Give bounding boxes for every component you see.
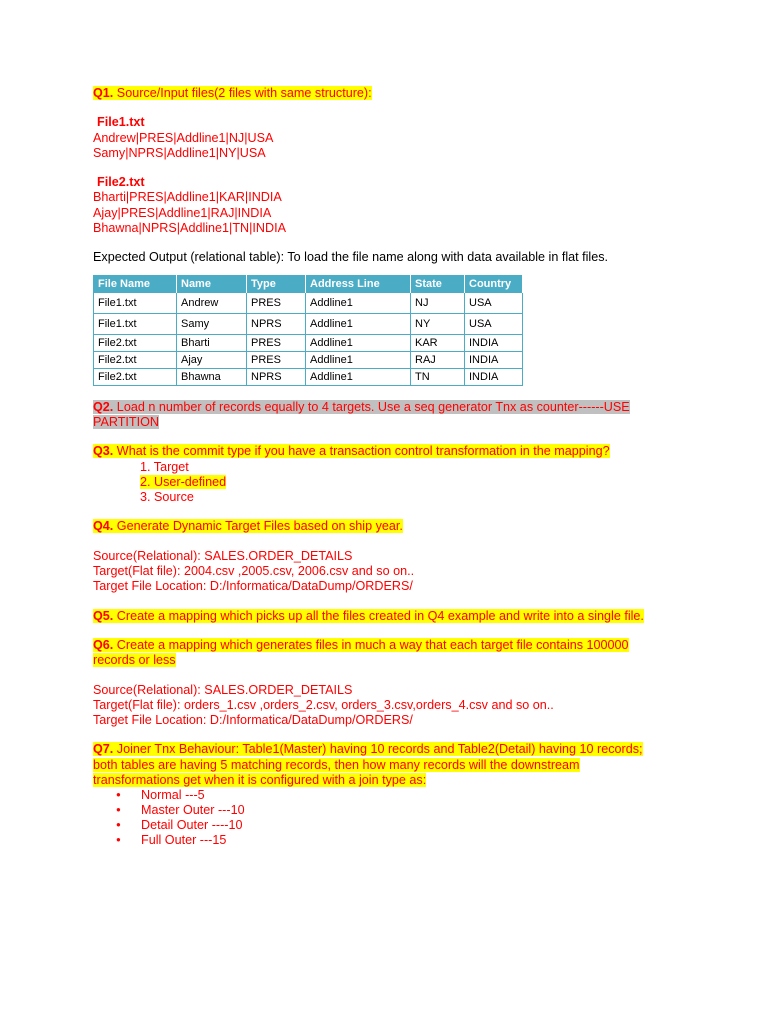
table-cell: File1.txt <box>94 293 177 314</box>
table-cell: Bhawna <box>177 368 247 385</box>
file2-name: File2.txt <box>97 175 145 190</box>
expected-output-table <box>93 275 523 386</box>
question-text: Generate Dynamic Target Files based on ship year. <box>113 519 403 534</box>
column-header: Address Line <box>306 275 411 293</box>
q6-line: Source(Relational): SALES.ORDER_DETAILS <box>93 682 353 697</box>
question-text: Load n number of records equally to 4 targets. Use a seq generator Tnx as counter------USE PARTITION <box>93 399 630 429</box>
table-cell: File2.txt <box>94 368 177 385</box>
question-2 <box>93 400 663 431</box>
question-text: Joiner Tnx Behaviour: Table1(Master) having 10 records and Table2(Detail) having 10 records; both tables are having 5 matching records, then how many records will the downstream transformations get when it is configured with a join type as: <box>93 742 643 788</box>
column-header: File Name <box>94 275 177 293</box>
table-cell: Addline1 <box>306 351 411 368</box>
table-cell: Addline1 <box>306 313 411 334</box>
question-4 <box>93 519 663 534</box>
table-row <box>94 313 523 334</box>
file2-line: Ajay|PRES|Addline1|RAJ|INDIA <box>93 205 272 220</box>
question-3 <box>93 444 663 459</box>
file2-line: Bhawna|NPRS|Addline1|TN|INDIA <box>93 221 286 236</box>
question-label: Q6. <box>93 637 114 652</box>
question-label: Q4. <box>93 519 114 534</box>
question-label: Q7. <box>93 742 114 757</box>
table-cell: PRES <box>247 351 306 368</box>
table-row <box>94 368 523 385</box>
table-cell: Bharti <box>177 334 247 351</box>
option-item: 3. Source <box>140 490 194 505</box>
question-7 <box>93 742 663 788</box>
table-cell: File2.txt <box>94 334 177 351</box>
q6-line: Target(Flat file): orders_1.csv ,orders_2.csv, orders_3.csv,orders_4.csv and so on.. <box>93 697 554 712</box>
table-cell: USA <box>465 293 523 314</box>
table-cell: Ajay <box>177 351 247 368</box>
table-row <box>94 351 523 368</box>
column-header: Name <box>177 275 247 293</box>
table-cell: File2.txt <box>94 351 177 368</box>
list-item: ● Normal ---5 <box>141 788 663 803</box>
q4-line: Target File Location: D:/Informatica/DataDump/ORDERS/ <box>93 579 413 594</box>
table-cell: NY <box>411 313 465 334</box>
table-cell: INDIA <box>465 351 523 368</box>
table-row <box>94 334 523 351</box>
table-cell: NPRS <box>247 368 306 385</box>
file1-line: Andrew|PRES|Addline1|NJ|USA <box>93 130 274 145</box>
table-cell: Andrew <box>177 293 247 314</box>
table-cell: NPRS <box>247 313 306 334</box>
table-cell: PRES <box>247 293 306 314</box>
option-item <box>93 475 663 490</box>
q4-line: Source(Relational): SALES.ORDER_DETAILS <box>93 548 353 563</box>
table-cell: File1.txt <box>94 313 177 334</box>
table-cell: KAR <box>411 334 465 351</box>
table-row <box>94 293 523 314</box>
column-header: Type <box>247 275 306 293</box>
list-item: ● Full Outer ---15 <box>141 833 663 848</box>
document-page <box>93 86 663 848</box>
table-cell: RAJ <box>411 351 465 368</box>
expected-output-text: Expected Output (relational table): To load the file name along with data available in flat files. <box>93 250 609 265</box>
table-cell: Addline1 <box>306 334 411 351</box>
table-cell: TN <box>411 368 465 385</box>
list-item: ● Detail Outer ----10 <box>141 818 663 833</box>
table-cell: Addline1 <box>306 368 411 385</box>
file1-name: File1.txt <box>97 115 145 130</box>
question-1 <box>93 86 663 101</box>
column-header: Country <box>465 275 523 293</box>
q6-line: Target File Location: D:/Informatica/DataDump/ORDERS/ <box>93 713 413 728</box>
column-header: State <box>411 275 465 293</box>
option-selected: 2. User-defined <box>140 474 227 489</box>
table-cell: INDIA <box>465 368 523 385</box>
table-cell: NJ <box>411 293 465 314</box>
question-label: Q1. <box>93 86 114 100</box>
table-cell: PRES <box>247 334 306 351</box>
question-text: What is the commit type if you have a transaction control transformation in the mapping? <box>113 444 610 459</box>
question-label: Q2. <box>93 399 114 414</box>
table-header-row <box>94 275 523 293</box>
question-text: Source/Input files(2 files with same structure): <box>113 86 372 100</box>
option-item: 1. Target <box>140 459 189 474</box>
table-cell: Samy <box>177 313 247 334</box>
question-label: Q5. <box>93 608 114 623</box>
join-type-list <box>93 788 663 847</box>
file2-line: Bharti|PRES|Addline1|KAR|INDIA <box>93 190 282 205</box>
table-cell: USA <box>465 313 523 334</box>
question-5 <box>93 609 663 624</box>
list-item: ● Master Outer ---10 <box>141 803 663 818</box>
q4-line: Target(Flat file): 2004.csv ,2005.csv, 2006.csv and so on.. <box>93 564 415 579</box>
question-text: Create a mapping which generates files in much a way that each target file contains 100000 records or less <box>93 637 629 668</box>
question-6 <box>93 638 663 669</box>
question-text: Create a mapping which picks up all the files created in Q4 example and write into a single file. <box>113 608 644 623</box>
table-cell: INDIA <box>465 334 523 351</box>
file1-line: Samy|NPRS|Addline1|NY|USA <box>93 145 266 160</box>
question-label: Q3. <box>93 444 114 459</box>
table-cell: Addline1 <box>306 293 411 314</box>
